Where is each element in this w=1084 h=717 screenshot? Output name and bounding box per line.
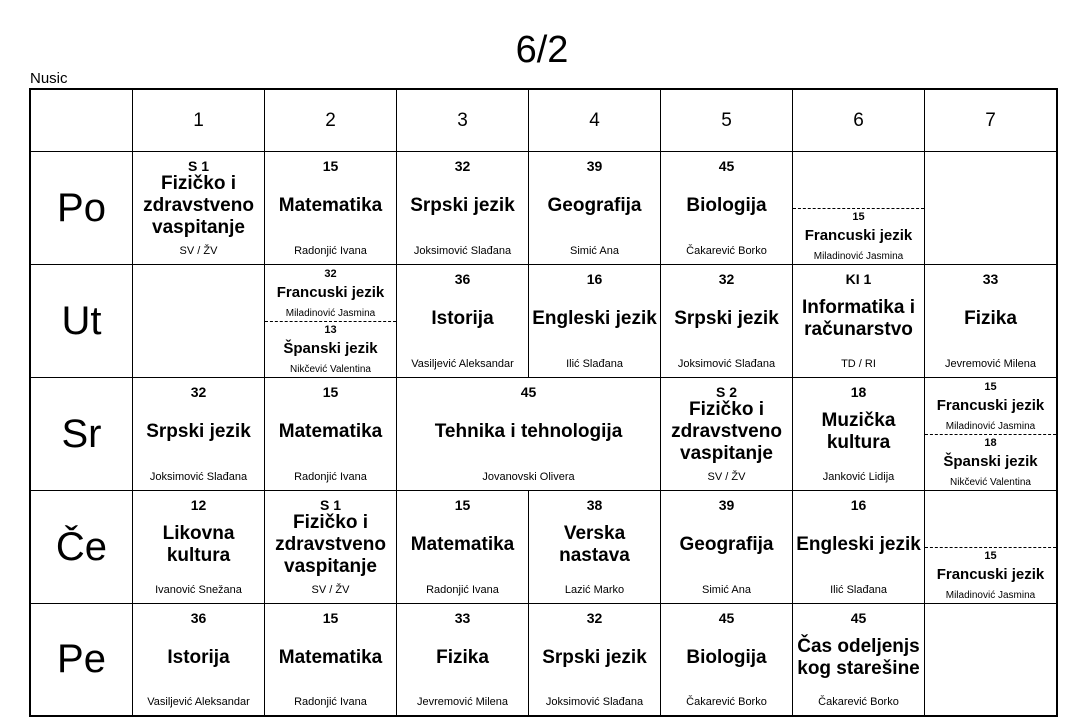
subject-label: Fizika [436, 646, 489, 668]
subject-label: Engleski jezik [796, 534, 921, 555]
lesson-cell[interactable] [661, 604, 793, 716]
day-label: Sr [31, 378, 133, 491]
teacher-label: Ivanović Snežana [155, 584, 242, 596]
split-lesson-cell[interactable] [925, 378, 1057, 491]
room-label: KI 1 [845, 271, 872, 287]
teacher-label: Joksimović Slađana [545, 696, 644, 708]
subject-label: Matematika [278, 646, 383, 668]
room-label: 39 [586, 158, 603, 174]
subject-label: Čas odeljenjs kog starešine [797, 635, 920, 679]
split-lesson-cell[interactable] [265, 265, 397, 378]
lesson-cell[interactable] [133, 491, 265, 604]
lesson-cell[interactable] [397, 265, 529, 378]
day-label: Pe [31, 604, 133, 716]
subject-label: Srpski jezik [410, 195, 515, 216]
teacher-label: Radonjić Ivana [294, 696, 367, 708]
lesson-cell[interactable] [133, 152, 265, 265]
lesson-cell[interactable] [661, 378, 793, 491]
room-label: 15 [852, 211, 865, 223]
room-label: S 1 [319, 497, 341, 513]
period-header: 7 [925, 90, 1057, 152]
period-header: 4 [529, 90, 661, 152]
teacher-label: Miladinović Jasmina [813, 251, 904, 262]
day-row-ce [31, 491, 1057, 604]
room-label: 13 [324, 324, 337, 336]
subject-label: Matematika [410, 534, 515, 555]
subject-label: Engleski jezik [532, 308, 657, 329]
subject-label: Srpski jezik [542, 646, 647, 668]
room-label: 15 [984, 550, 997, 562]
room-label: 32 [324, 268, 337, 280]
corner-cell [31, 90, 133, 152]
teacher-label: Radonjić Ivana [294, 245, 367, 257]
subject-label: Matematika [278, 195, 383, 216]
subject-label: Španski jezik [943, 453, 1038, 470]
subject-label: Matematika [278, 421, 383, 442]
teacher-label: SV / ŽV [311, 584, 350, 596]
teacher-label: Joksimović Slađana [677, 358, 776, 370]
lesson-cell[interactable] [793, 265, 925, 378]
teacher-label: Vasiljević Aleksandar [411, 358, 514, 370]
day-row-ut [31, 265, 1057, 378]
teacher-label: Simić Ana [702, 584, 751, 596]
teacher-label: Janković Lidija [822, 471, 895, 483]
day-row-po [31, 152, 1057, 265]
subject-label: Istorija [167, 646, 230, 668]
subject-label: Francuski jezik [276, 284, 385, 301]
teacher-label: SV / ŽV [707, 471, 746, 483]
subject-label: Španski jezik [283, 340, 378, 357]
subject-label: Biologija [686, 646, 767, 668]
day-label: Po [31, 152, 133, 265]
room-label: S 2 [715, 384, 737, 400]
room-label: 33 [982, 271, 999, 287]
subject-label: Francuski jezik [804, 227, 913, 244]
group-lesson[interactable] [925, 378, 1056, 434]
lesson-cell[interactable] [397, 152, 529, 265]
lesson-cell[interactable] [265, 152, 397, 265]
lesson-cell[interactable] [133, 604, 265, 716]
room-label: S 1 [187, 158, 209, 174]
lesson-cell[interactable] [793, 491, 925, 604]
lesson-cell[interactable] [529, 491, 661, 604]
lesson-cell[interactable] [793, 604, 925, 716]
room-label: 32 [454, 158, 471, 174]
period-header: 3 [397, 90, 529, 152]
subject-label: Fizičko i zdravstveno vaspitanje [671, 399, 782, 464]
room-label: 15 [322, 384, 339, 400]
lesson-cell[interactable] [529, 152, 661, 265]
period-header: 1 [133, 90, 265, 152]
split-lesson-cell[interactable] [925, 491, 1057, 604]
day-label: Ut [31, 265, 133, 378]
period-header: 2 [265, 90, 397, 152]
room-label: 39 [718, 497, 735, 513]
day-label: Če [31, 491, 133, 604]
teacher-label: Miladinović Jasmina [285, 308, 376, 319]
group-lesson[interactable] [265, 265, 396, 321]
room-label: 32 [190, 384, 207, 400]
timetable [30, 89, 1057, 716]
teacher-label: Joksimović Slađana [149, 471, 248, 483]
subject-label: Francuski jezik [936, 566, 1045, 583]
room-label: 15 [322, 610, 339, 626]
room-label: 33 [454, 610, 471, 626]
lesson-cell[interactable] [397, 491, 529, 604]
subject-label: Muzička kultura [821, 410, 896, 453]
room-label: 15 [322, 158, 339, 174]
lesson-cell[interactable] [397, 604, 529, 716]
subject-label: Fizičko i zdravstveno vaspitanje [275, 512, 386, 577]
teacher-label: Ilić Slađana [830, 584, 887, 596]
room-label: 38 [586, 497, 603, 513]
subject-label: Verska nastava [559, 523, 630, 566]
subject-label: Istorija [431, 308, 494, 329]
lesson-cell[interactable] [265, 604, 397, 716]
subject-label: Fizika [964, 308, 1017, 329]
teacher-label: Čakarević Borko [818, 696, 899, 708]
teacher-label: Čakarević Borko [686, 696, 767, 708]
room-label: 16 [586, 271, 603, 287]
lesson-cell[interactable] [793, 378, 925, 491]
teacher-label: Miladinović Jasmina [945, 421, 1036, 432]
group-lesson[interactable] [793, 208, 924, 264]
subject-label: Francuski jezik [936, 397, 1045, 414]
teacher-label: Joksimović Slađana [413, 245, 512, 257]
lesson-cell[interactable] [661, 265, 793, 378]
double-lesson-cell[interactable] [397, 378, 661, 491]
room-label: 36 [454, 271, 471, 287]
teacher-label: Čakarević Borko [686, 245, 767, 257]
room-label: 32 [718, 271, 735, 287]
split-lesson-cell[interactable] [793, 152, 925, 265]
room-label: 32 [586, 610, 603, 626]
subject-label: Tehnika i tehnologija [434, 421, 623, 442]
teacher-label: Radonjić Ivana [426, 584, 499, 596]
subject-label: Biologija [686, 195, 767, 216]
room-label: 45 [520, 384, 537, 400]
subject-label: Informatika i računarstvo [802, 297, 915, 340]
room-label: 15 [984, 381, 997, 393]
lesson-cell[interactable] [133, 378, 265, 491]
teacher-label: Radonjić Ivana [294, 471, 367, 483]
room-label: 36 [190, 610, 207, 626]
teacher-label: Miladinović Jasmina [945, 590, 1036, 601]
subject-label: Srpski jezik [146, 421, 251, 442]
day-row-sr [31, 378, 1057, 491]
room-label: 45 [850, 610, 867, 626]
room-label: 12 [190, 497, 207, 513]
room-label: 45 [718, 610, 735, 626]
subject-label: Geografija [547, 195, 642, 216]
lesson-cell[interactable] [529, 604, 661, 716]
subject-label: Srpski jezik [674, 308, 779, 329]
day-row-pe [31, 604, 1057, 716]
teacher-label: Nikčević Valentina [950, 477, 1031, 488]
lesson-cell[interactable] [661, 491, 793, 604]
lesson-cell[interactable] [661, 152, 793, 265]
room-label: 16 [850, 497, 867, 513]
empty-cell [133, 265, 265, 378]
room-label: 18 [850, 384, 867, 400]
teacher-label: Nikčević Valentina [290, 364, 371, 375]
teacher-label: Vasiljević Aleksandar [147, 696, 250, 708]
subject-label: Geografija [679, 534, 774, 555]
group-lesson[interactable] [925, 547, 1056, 603]
period-header: 6 [793, 90, 925, 152]
period-header-row [31, 90, 1057, 152]
lesson-cell[interactable] [265, 378, 397, 491]
empty-cell [925, 152, 1057, 265]
school-name: Nusic [30, 70, 68, 87]
group-lesson[interactable] [925, 434, 1056, 490]
group-lesson[interactable] [265, 321, 396, 377]
lesson-cell[interactable] [529, 265, 661, 378]
teacher-label: Ilić Slađana [566, 358, 623, 370]
subject-label: Likovna kultura [162, 523, 235, 566]
teacher-label: Jovanovski Olivera [482, 471, 575, 483]
lesson-cell[interactable] [925, 265, 1057, 378]
teacher-label: Jevremović Milena [416, 696, 509, 708]
page-title: 6/2 [515, 29, 569, 71]
teacher-label: Jevremović Milena [944, 358, 1037, 370]
teacher-label: TD / RI [841, 358, 876, 370]
room-label: 45 [718, 158, 735, 174]
lesson-cell[interactable] [265, 491, 397, 604]
room-label: 18 [984, 437, 997, 449]
subject-label: Fizičko i zdravstveno vaspitanje [143, 173, 254, 238]
period-header: 5 [661, 90, 793, 152]
teacher-label: Lazić Marko [564, 584, 625, 596]
teacher-label: Simić Ana [570, 245, 619, 257]
empty-cell [925, 604, 1057, 716]
room-label: 15 [454, 497, 471, 513]
teacher-label: SV / ŽV [179, 245, 218, 257]
